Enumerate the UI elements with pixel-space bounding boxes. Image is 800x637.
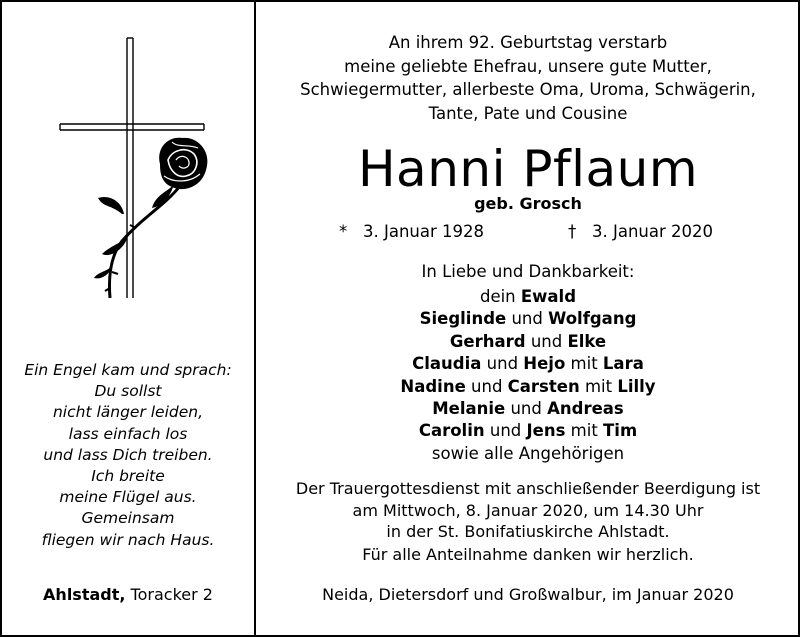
mourner-name: Ewald	[520, 287, 577, 306]
poem	[10, 360, 246, 551]
deceased-name: Hanni Pflaum	[357, 140, 699, 198]
poem-line: nicht länger leiden,	[52, 403, 204, 422]
mourner-name: Tim	[603, 421, 638, 441]
mourner-connector: mit	[579, 376, 618, 396]
mourner-name: Carsten	[507, 376, 580, 396]
mourner-name: Andreas	[547, 399, 624, 419]
mourner-name: Lara	[602, 354, 644, 374]
left-column	[0, 0, 254, 637]
intro-line: Tante, Pate und Cousine	[428, 103, 628, 123]
address-street: Toracker 2	[125, 585, 213, 604]
mourner-connector: und	[505, 399, 548, 419]
intro-line: An ihrem 92. Geburtstag verstarb	[388, 33, 668, 52]
mourner-connector: und	[525, 331, 568, 351]
service-line: Der Trauergottesdienst mit anschließender Beerdigung ist	[295, 479, 761, 498]
mourner-connector: und	[465, 376, 508, 396]
mourner-line	[256, 308, 800, 330]
family-address	[10, 585, 246, 604]
service-line: in der St. Bonifatiuskirche Ahlstadt.	[386, 522, 670, 541]
mourner-line	[256, 398, 800, 420]
poem-line: Ein Engel kam und sprach:	[24, 361, 232, 379]
service-line: am Mittwoch, 8. Januar 2020, um 14.30 Uhr	[352, 500, 704, 520]
poem-line: Du sollst	[94, 382, 162, 401]
birth-date-line	[339, 222, 484, 241]
mourner-connector: mit	[565, 354, 603, 374]
intro-line: Schwiegermutter, allerbeste Oma, Uroma, Schwägerin,	[300, 80, 756, 99]
mourner-name: Sieglinde	[419, 309, 507, 329]
mourner-name: Gerhard	[449, 331, 526, 351]
mourner-name: Lilly	[617, 376, 656, 396]
mourner-name: Jens	[526, 421, 566, 441]
mourner-connector: und	[484, 421, 527, 441]
mourner-connector: mit	[565, 421, 604, 441]
birth-symbol: *	[339, 222, 348, 241]
mourner-line	[256, 286, 800, 308]
mourner-name: Melanie	[432, 399, 506, 419]
poem-line: fliegen wir nach Haus.	[41, 530, 215, 549]
mourner-line	[256, 443, 800, 465]
mourner-line	[256, 420, 800, 442]
thanks-line: In Liebe und Dankbarkeit:	[421, 262, 635, 281]
poem-line: meine Flügel aus.	[59, 488, 197, 507]
funeral-service-info	[256, 478, 800, 543]
death-date: 3. Januar 2020	[592, 222, 714, 241]
poem-line: lass einfach los	[68, 424, 188, 443]
right-column	[256, 0, 800, 637]
mourner-line	[256, 376, 800, 398]
mourners-list	[256, 286, 800, 465]
places-and-date: Neida, Dietersdorf und Großwalbur, im Januar 2020	[322, 585, 734, 604]
mourner-connector: dein	[479, 287, 521, 306]
mourner-name: Wolfgang	[548, 309, 637, 329]
mourner-connector: und	[506, 309, 549, 329]
mourner-name: Hejo	[523, 354, 566, 374]
mourner-line	[256, 353, 800, 375]
mourner-name: Claudia	[412, 354, 482, 374]
cross-with-rose-icon	[52, 36, 212, 308]
mourner-line	[256, 331, 800, 353]
mourner-name: Elke	[567, 331, 607, 351]
mourner-name: Nadine	[400, 376, 466, 396]
poem-line: Ich breite	[91, 467, 165, 486]
poem-line: Gemeinsam	[81, 509, 175, 528]
gratitude-line: Für alle Anteilnahme danken wir herzlich.	[362, 545, 694, 564]
death-date-line	[568, 222, 713, 241]
maiden-name: geb. Grosch	[474, 194, 582, 213]
birth-date: 3. Januar 1928	[363, 222, 485, 241]
intro-text	[256, 31, 800, 125]
mourner-connector: und	[481, 354, 524, 374]
mourner-name: Carolin	[418, 421, 485, 441]
death-symbol: †	[568, 222, 577, 241]
poem-line: und lass Dich treiben.	[43, 445, 213, 464]
intro-line: meine geliebte Ehefrau, unsere gute Mutter,	[344, 56, 712, 76]
address-town: Ahlstadt,	[43, 585, 126, 604]
mourner-connector: sowie alle Angehörigen	[431, 443, 625, 463]
